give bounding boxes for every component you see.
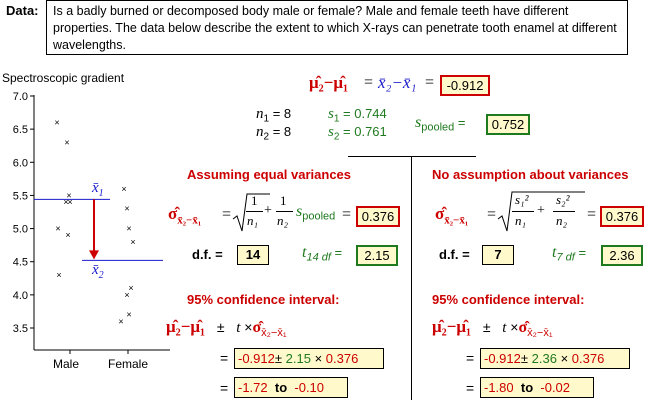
xbar2-label: $x̄_2$: [92, 262, 104, 281]
diff-mu-hat: μ̂₂−μ̂₁: [309, 73, 349, 92]
diff-xbar: x̄₂−x̄₁: [378, 73, 417, 92]
female-point: ×: [130, 236, 136, 247]
horizontal-divider: [348, 156, 476, 157]
y-tick-label: 7.0: [12, 91, 28, 103]
equal-t-label: $t_{14 df}$ =: [302, 244, 343, 264]
equal-frac2-bar: [276, 211, 293, 212]
male-point: ×: [55, 223, 61, 234]
equal-ci-row1: -0.912± 2.15 × 0.376: [234, 348, 384, 369]
unequal-t-label: $t_{7 df}$ =: [552, 244, 587, 264]
s1-stat: $s_1 = 0.744$: [328, 106, 387, 125]
unequal-eq-b: =: [587, 206, 597, 223]
female-point: ×: [126, 309, 132, 320]
unequal-df-box: 7: [482, 245, 514, 265]
male-point: ×: [63, 197, 69, 208]
unequal-sigma: $\sigmâ_{x̄_2-x̄_1}$: [435, 204, 469, 227]
female-label: Female: [108, 357, 149, 371]
male-point: ×: [65, 230, 71, 241]
unequal-frac1-den: n₁: [515, 213, 527, 228]
unequal-eq-a: =: [487, 206, 497, 223]
female-point: ×: [128, 283, 134, 294]
equal-t-box: 2.15: [356, 245, 398, 266]
unequal-df-label: d.f. =: [439, 247, 470, 262]
unequal-frac2-den: n₂: [556, 213, 568, 228]
n1-stat: $n_1 = 8$: [256, 106, 292, 125]
unequal-ci-heading: 95% confidence interval:: [432, 292, 585, 307]
y-tick-label: 4.0: [12, 289, 28, 302]
scatter-plot: [0, 80, 175, 380]
unequal-heading: No assumption about variances: [432, 167, 629, 182]
equal-se-box: 0.376: [356, 206, 400, 227]
equal-ci-formula: μ̂₂−μ̂₁ ± $t \times\sigmâ_{x̄_2-x̄_1}$: [166, 317, 287, 339]
diff-eq1: =: [364, 74, 374, 91]
unequal-row2-eq: =: [466, 380, 475, 396]
male-point: ×: [64, 137, 70, 148]
unequal-frac2-num: s₂²: [556, 192, 570, 207]
spooled-stat: $s_{pooled}$ =: [415, 114, 466, 134]
diff-eq2: =: [425, 74, 435, 91]
vertical-divider: [411, 156, 412, 400]
equal-eq-a: =: [222, 206, 232, 223]
unequal-t-box: 2.36: [601, 245, 643, 266]
y-tick-label: 4.5: [12, 256, 28, 269]
female-point: ×: [124, 289, 130, 300]
female-point: ×: [124, 203, 130, 214]
equal-df-label: d.f. =: [192, 247, 223, 262]
unequal-frac1-bar: [512, 211, 534, 212]
y-tick-label: 5.5: [12, 190, 28, 203]
diff-value-box: -0.912: [440, 75, 490, 96]
equal-df-box: 14: [237, 245, 269, 265]
unequal-ci-row2: -1.80 to -0.02: [480, 377, 594, 398]
n2-stat: $n_2 = 8$: [256, 124, 292, 143]
unequal-row1-eq: =: [466, 350, 475, 366]
male-label: Male: [53, 357, 80, 371]
equal-ci-row2: -1.72 to -0.10: [234, 377, 348, 398]
spooled-value-box: 0.752: [486, 114, 530, 135]
equal-row1-eq: =: [220, 350, 229, 366]
difference-arrowhead: [89, 250, 99, 259]
female-point: ×: [126, 223, 132, 234]
y-tick-label: 5.0: [12, 223, 28, 236]
description-box: Is a badly burned or decomposed body male or female? Male and female teeth have different properties. The data below describe the extent to which X-rays can penetrate tooth enamel at different wavelengths.: [46, 0, 628, 55]
equal-ci-heading: 95% confidence interval:: [187, 292, 340, 307]
unequal-ci-formula: μ̂₂−μ̂₁ ± $t \times\sigmâ_{x̄_2-x̄_1}$: [432, 317, 553, 339]
unequal-ci-row1: -0.912± 2.36 × 0.376: [480, 348, 630, 369]
s2-stat: $s_2 = 0.761$: [328, 124, 387, 143]
y-tick-label: 3.5: [12, 323, 28, 335]
equal-frac2-num: 1: [280, 193, 287, 208]
unequal-frac2-bar: [553, 211, 575, 212]
unequal-frac1-num: s₁²: [515, 192, 529, 207]
equal-plus: +: [264, 203, 272, 218]
equal-eq-b: =: [342, 206, 352, 223]
unequal-se-box: 0.376: [600, 206, 644, 227]
male-point: ×: [66, 190, 72, 201]
equal-frac1-bar: [246, 211, 263, 212]
equal-spooled: $s_{pooled}$: [296, 203, 336, 223]
female-point: ×: [118, 316, 124, 327]
equal-row2-eq: =: [220, 380, 229, 396]
y-tick-label: 6.5: [12, 124, 28, 137]
male-point: ×: [56, 269, 62, 280]
equal-heading: Assuming equal variances: [187, 167, 352, 182]
male-point: ×: [67, 197, 73, 208]
xbar1-label: $x̄_1$: [92, 180, 104, 199]
data-label: Data:: [6, 3, 39, 18]
equal-frac1-den: n₁: [247, 213, 259, 228]
equal-sigma: $\sigmâ_{x̄_2-x̄_1}$: [168, 204, 202, 227]
plot-ylabel: Spectroscopic gradient: [2, 71, 125, 85]
y-tick-label: 6.0: [12, 157, 28, 170]
equal-frac1-num: 1: [251, 193, 258, 208]
male-point: ×: [54, 117, 60, 128]
unequal-plus: +: [537, 203, 545, 218]
female-point: ×: [121, 183, 127, 194]
equal-frac2-den: n₂: [277, 213, 289, 228]
